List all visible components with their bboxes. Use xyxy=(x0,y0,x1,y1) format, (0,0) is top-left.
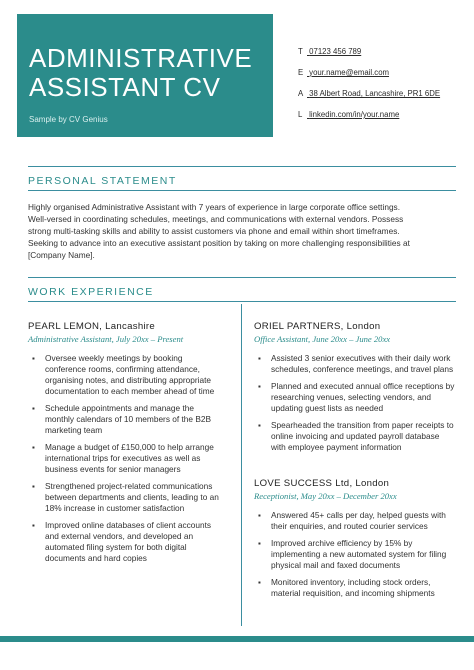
bullet-icon: ▪ xyxy=(258,539,261,548)
bullet-line: Oversee weekly meetings by booking xyxy=(45,353,183,363)
job-role: Administrative Assistant, July 20xx – Present xyxy=(28,334,184,344)
column-divider xyxy=(241,304,242,626)
statement-line: Well-versed in coordinating schedules, meetings, and communications with external vendors. Possess xyxy=(28,214,404,224)
bullet-line: with employee payment information xyxy=(271,442,402,452)
bullet-line: Schedule appointments and manage the xyxy=(45,403,194,413)
contact-key: L xyxy=(298,110,303,119)
title-line-2: ASSISTANT CV xyxy=(29,72,221,102)
statement-line: Seeking to advance into an executive assistant position by taking on more challenging responsibilities at xyxy=(28,238,410,248)
contact-key: E xyxy=(298,68,304,77)
title-line-1: ADMINISTRATIVE xyxy=(29,43,253,73)
bullet-line: Spearheaded the transition from paper receipts to xyxy=(271,420,454,430)
contact-value: 38 Albert Road, Lancashire, PR1 6DE xyxy=(309,89,441,98)
bullet-line: and external vendors, and developed an xyxy=(45,531,194,541)
section-rule xyxy=(28,301,456,302)
list-item xyxy=(28,520,238,564)
bullet-line: online invoicing and updated payroll database xyxy=(271,431,440,441)
bullet-line: their enquiries, and routed courier services xyxy=(271,521,428,531)
bullet-line: automated filing system for both digital xyxy=(45,542,187,552)
bullet-line: Improved online databases of client accounts xyxy=(45,520,212,530)
statement-line: strong multi-tasking skills and ability to assist customers via phone and email within short timeframes. xyxy=(28,226,400,236)
bullet-line: schedules, conference meetings, and travel plans xyxy=(271,364,454,374)
job-bullets xyxy=(254,510,466,599)
bullet-line: business events for senior managers xyxy=(45,464,181,474)
job-entry xyxy=(254,321,466,459)
bullet-line: Improved archive efficiency by 15% by xyxy=(271,538,413,548)
bullet-line: researching venues, selecting vendors, and xyxy=(271,392,432,402)
section-rule xyxy=(28,277,456,278)
header-banner xyxy=(17,14,273,137)
job-company: LOVE SUCCESS Ltd, London xyxy=(254,478,390,489)
bullet-line: monthly calendars of 10 members of the B2B xyxy=(45,414,212,424)
contact-value: linkedin.com/in/your.name xyxy=(309,110,400,119)
bullet-icon: ▪ xyxy=(32,482,35,491)
contact-key: A xyxy=(298,89,304,98)
list-item xyxy=(28,353,238,397)
personal-statement-heading: PERSONAL STATEMENT xyxy=(28,175,177,187)
bullet-line: documents and hard copies xyxy=(45,553,147,563)
statement-line: [Company Name]. xyxy=(28,250,95,260)
list-item xyxy=(254,381,466,414)
job-role: Office Assistant, June 20xx – June 20xx xyxy=(254,334,391,344)
contact-value: 07123 456 789 xyxy=(309,47,362,56)
bullet-icon: ▪ xyxy=(258,511,261,520)
bullet-line: Planned and executed annual office receptions by xyxy=(271,381,455,391)
job-entry xyxy=(28,321,238,570)
job-entry xyxy=(254,478,466,605)
statement-line: Highly organised Administrative Assistant with 7 years of experience in large corporate office settings. xyxy=(28,202,401,212)
bullet-line: Assisted 3 senior executives with their daily work xyxy=(271,353,451,363)
footer-bar xyxy=(0,636,474,642)
list-item xyxy=(254,420,466,453)
page-subtitle: Sample by CV Genius xyxy=(29,115,108,124)
bullet-line: Answered 45+ calls per day, helped guests with xyxy=(271,510,446,520)
page-title xyxy=(29,44,252,102)
personal-statement-text xyxy=(28,201,458,261)
bullet-line: documentation to each member ahead of time xyxy=(45,386,215,396)
work-experience-heading: WORK EXPERIENCE xyxy=(28,286,154,298)
list-item xyxy=(254,577,466,599)
bullet-line: conference rooms, confirming attendance, xyxy=(45,364,200,374)
job-bullets xyxy=(28,353,238,564)
bullet-line: organising notes, and distributing appropriate xyxy=(45,375,212,385)
bullet-line: implementing a new automated system for filing xyxy=(271,549,447,559)
bullet-line: between departments and clients, leading to an xyxy=(45,492,219,502)
bullet-line: Strengthened project-related communications xyxy=(45,481,213,491)
bullet-line: physical mail and faxed documents xyxy=(271,560,401,570)
bullet-line: Monitored inventory, including stock orders, xyxy=(271,577,431,587)
bullet-line: 18% increase in customer satisfaction xyxy=(45,503,185,513)
bullet-icon: ▪ xyxy=(258,354,261,363)
bullet-line: international trips for executives as well as xyxy=(45,453,201,463)
list-item xyxy=(254,510,466,532)
bullet-icon: ▪ xyxy=(258,421,261,430)
contact-value: your.name@email.com xyxy=(309,68,390,77)
list-item xyxy=(28,403,238,436)
job-company: ORIEL PARTNERS, London xyxy=(254,321,381,332)
job-company: PEARL LEMON, Lancashire xyxy=(28,321,156,332)
list-item xyxy=(254,353,466,375)
bullet-icon: ▪ xyxy=(258,382,261,391)
contact-email[interactable] xyxy=(298,68,389,77)
list-item xyxy=(28,442,238,475)
section-rule xyxy=(28,166,456,167)
section-rule xyxy=(28,190,456,191)
contact-address[interactable] xyxy=(298,89,440,98)
bullet-icon: ▪ xyxy=(32,521,35,530)
bullet-icon: ▪ xyxy=(32,443,35,452)
bullet-line: material requisition, and incoming shipments xyxy=(271,588,435,598)
bullet-icon: ▪ xyxy=(258,578,261,587)
bullet-line: Manage a budget of £150,000 to help arrange xyxy=(45,442,214,452)
job-role: Receptionist, May 20xx – December 20xx xyxy=(254,491,397,501)
job-bullets xyxy=(254,353,466,453)
list-item xyxy=(28,481,238,514)
bullet-line: marketing team xyxy=(45,425,103,435)
bullet-icon: ▪ xyxy=(32,404,35,413)
list-item xyxy=(254,538,466,571)
contact-linkedin[interactable] xyxy=(298,110,399,119)
bullet-icon: ▪ xyxy=(32,354,35,363)
contact-key: T xyxy=(298,47,303,56)
contact-phone[interactable] xyxy=(298,47,361,56)
bullet-line: updating guest lists as needed xyxy=(271,403,384,413)
